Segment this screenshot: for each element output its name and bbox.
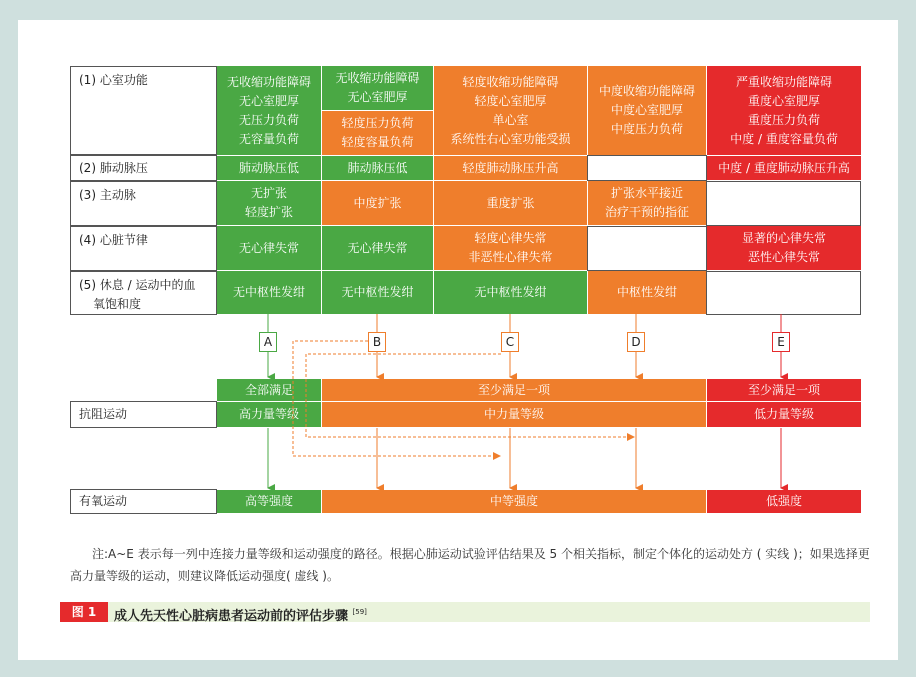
cell-text: 无压力负荷 — [238, 112, 299, 127]
cell-text: 轻度收缩功能障碍 — [462, 74, 559, 89]
caption-title: 成人先天性心脏病患者运动前的评估步骤 — [114, 609, 349, 624]
cell-oxygen-col-b — [322, 271, 433, 314]
cell-rhythm-col-d — [587, 226, 707, 271]
cell-text: 无中枢性发绀 — [474, 285, 547, 299]
level-text: 中力量等级 — [483, 407, 544, 421]
cell-pulmonary-col-c — [434, 156, 587, 180]
level-text: 中等强度 — [489, 494, 538, 508]
level-text: 高等强度 — [244, 494, 293, 508]
aerobic-low-intensity — [707, 490, 861, 513]
cell-text: 轻度容量负荷 — [341, 135, 414, 149]
cell-rhythm-col-a — [217, 226, 321, 270]
path-letter-a: A — [259, 332, 277, 352]
row-label-aorta — [70, 181, 217, 226]
cell-text: 轻度压力负荷 — [341, 116, 414, 130]
aerobic-exercise-label — [70, 489, 217, 514]
cell-text: 治疗干预的指征 — [604, 205, 689, 219]
cell-text: 无收缩功能障碍 — [226, 74, 311, 89]
cell-ventricular-col-c — [434, 66, 587, 155]
resistance-exercise-label — [70, 401, 217, 428]
caption-reference: [59] — [352, 608, 367, 616]
aerobic-high-intensity — [217, 490, 321, 513]
cell-text: 中度压力负荷 — [610, 122, 683, 136]
cell-text: 扩张水平接近 — [610, 186, 683, 200]
cell-text: 重度扩张 — [486, 195, 535, 210]
cell-text: 肺动脉压低 — [238, 160, 299, 175]
cell-text: 恶性心律失常 — [747, 250, 820, 264]
criteria-at-least-one-red — [707, 379, 861, 401]
criteria-all-met — [217, 379, 321, 401]
cell-oxygen-col-e — [706, 271, 861, 315]
row-label-pulmonary-pressure — [70, 155, 217, 181]
criteria-at-least-one-orange — [322, 379, 706, 401]
row-label-text: (1) 心室功能 — [79, 73, 148, 87]
criteria-text: 全部满足 — [244, 382, 293, 397]
cell-text: 轻度肺动脉压升高 — [462, 160, 559, 175]
cell-aorta-col-c — [434, 181, 587, 225]
cell-text: 无心律失常 — [238, 240, 299, 255]
cell-text: 严重收缩功能障碍 — [735, 74, 832, 89]
row-label-oxygen-saturation — [70, 271, 217, 315]
cell-text: 重度压力负荷 — [747, 112, 820, 127]
criteria-text: 至少满足一项 — [477, 382, 550, 397]
cell-oxygen-col-a — [217, 271, 321, 314]
level-text: 高力量等级 — [238, 407, 299, 421]
level-text: 低强度 — [765, 494, 802, 508]
cell-oxygen-col-c — [434, 271, 587, 314]
cell-text: 肺动脉压低 — [347, 160, 408, 175]
cell-text: 中枢性发绀 — [616, 285, 677, 299]
cell-pulmonary-col-e — [707, 156, 861, 180]
cell-text: 轻度心律失常 — [474, 231, 547, 245]
cell-text: 无收缩功能障碍 — [335, 71, 420, 85]
figure-note: 注:A~E 表示每一列中连接力量等级和运动强度的路径。根据心肺运动试验评估结果及 5 个相关指标，制定个体化的运动处方 ( 实线 )；如果选择更高力量等级的运动，则建议降低运动强度( 虚线 )。 — [70, 547, 870, 583]
cell-text: 中度 / 重度肺动脉压升高 — [718, 160, 850, 175]
cell-ventricular-col-a — [217, 66, 321, 155]
cell-text: 无心室肥厚 — [238, 93, 299, 108]
cell-aorta-col-d — [588, 181, 706, 225]
cell-text: 无中枢性发绀 — [232, 285, 305, 299]
row-label-ventricular-function — [70, 66, 217, 155]
cell-aorta-col-e — [706, 181, 861, 226]
cell-rhythm-col-e — [707, 226, 861, 270]
path-letter-b: B — [368, 332, 386, 352]
row-label-text: (5) 休息 / 运动中的血 — [79, 278, 196, 292]
cell-rhythm-col-c — [434, 226, 587, 270]
row-label-text: 有氧运动 — [79, 494, 128, 508]
cell-aorta-col-b — [322, 181, 433, 225]
cell-pulmonary-col-b — [322, 156, 433, 180]
cell-text: 中度心室肥厚 — [610, 103, 683, 117]
cell-text: 中度扩张 — [353, 195, 402, 210]
figure-caption — [114, 602, 367, 622]
cell-text: 显著的心律失常 — [741, 231, 826, 245]
cell-ventricular-col-b-top — [322, 66, 433, 110]
cell-aorta-col-a — [217, 181, 321, 225]
cell-oxygen-col-d — [588, 271, 706, 314]
cell-ventricular-col-d — [588, 66, 706, 155]
figure-number: 图 1 — [60, 602, 108, 622]
cell-text: 轻度扩张 — [244, 205, 293, 219]
cell-text: 系统性右心室功能受损 — [450, 131, 571, 146]
row-label-heart-rhythm — [70, 226, 217, 271]
path-letter-e: E — [772, 332, 790, 352]
level-text: 低力量等级 — [753, 407, 814, 421]
cell-text: 重度心室肥厚 — [747, 93, 820, 108]
cell-ventricular-col-e — [707, 66, 861, 155]
row-label-text: (2) 肺动脉压 — [79, 160, 148, 175]
resistance-high-level — [217, 402, 321, 427]
row-label-text: 氧饱和度 — [93, 297, 142, 311]
cell-text: 轻度心室肥厚 — [474, 93, 547, 108]
cell-text: 中度 / 重度容量负荷 — [730, 131, 838, 146]
resistance-low-level — [707, 402, 861, 427]
row-label-text: (4) 心脏节律 — [79, 233, 148, 247]
cell-text: 中度收缩功能障碍 — [598, 84, 695, 98]
path-letter-d: D — [627, 332, 645, 352]
cell-text: 无心律失常 — [347, 240, 408, 255]
cell-text: 单心室 — [492, 112, 529, 127]
cell-text: 无心室肥厚 — [347, 90, 408, 104]
cell-text: 无中枢性发绀 — [341, 285, 414, 299]
cell-ventricular-col-b-bottom — [322, 111, 433, 155]
path-letter-c: C — [501, 332, 519, 352]
cell-rhythm-col-b — [322, 226, 433, 270]
criteria-text: 至少满足一项 — [747, 382, 820, 397]
cell-text: 无容量负荷 — [238, 131, 299, 146]
aerobic-mid-intensity — [322, 490, 706, 513]
cell-pulmonary-col-a — [217, 156, 321, 180]
row-label-text: 抗阻运动 — [79, 407, 128, 421]
cell-text: 无扩张 — [250, 186, 287, 200]
row-label-text: (3) 主动脉 — [79, 188, 136, 202]
cell-text: 非恶性心律失常 — [468, 250, 553, 264]
resistance-mid-level — [322, 402, 706, 427]
cell-pulmonary-col-d — [587, 155, 707, 181]
